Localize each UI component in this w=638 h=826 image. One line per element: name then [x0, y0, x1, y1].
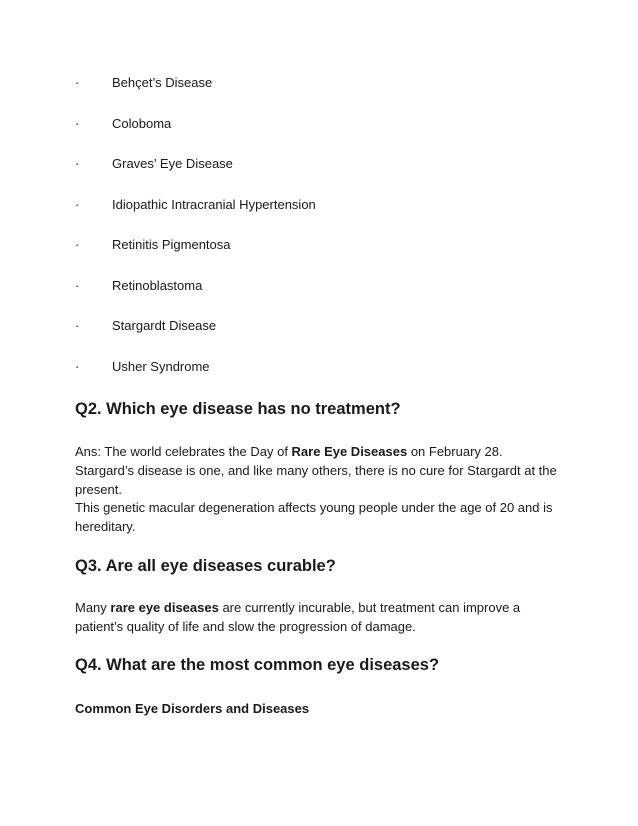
bullet-icon: ·: [75, 318, 80, 333]
list-item-text: Retinitis Pigmentosa: [112, 237, 231, 252]
list-item-text: Retinoblastoma: [112, 278, 203, 293]
rare-eye-diseases-bold: Rare Eye Diseases: [291, 444, 408, 459]
q2-answer-paragraph: [75, 442, 565, 499]
q2-detail-paragraph: This genetic macular degeneration affects young people under the age of 20 and is hereditary.: [75, 500, 553, 534]
list-item-text: Behçet’s Disease: [112, 75, 213, 90]
list-item-text: Idiopathic Intracranial Hypertension: [112, 197, 316, 212]
q2-answer-text-a: Ans: The world celebrates the Day of: [75, 444, 292, 459]
q2-answer-text-b: on February 28. Stargard’s disease is one, and like many others, there is no cure for Stargardt at the present.: [75, 444, 557, 497]
q2-heading: Q2. Which eye disease has no treatment?: [75, 400, 401, 418]
list-item-text: Stargardt Disease: [112, 318, 217, 333]
q3-answer-text-a: Many: [75, 600, 111, 615]
q3-answer-text-b: are currently incurable, but treatment can improve a patient’s quality of life and slow the progression of damage.: [75, 600, 521, 634]
list-item: [0, 357, 638, 377]
list-item: [0, 276, 638, 296]
bullet-icon: ·: [75, 237, 80, 252]
bullet-icon: ·: [75, 359, 80, 374]
q3-heading: Q3. Are all eye diseases curable?: [75, 557, 336, 575]
list-item: [0, 316, 638, 336]
rare-eye-diseases-bold: rare eye diseases: [110, 600, 219, 615]
list-item: [0, 154, 638, 174]
list-item-text: Usher Syndrome: [112, 359, 210, 374]
list-item: [0, 114, 638, 134]
common-eye-disorders-subheading: Common Eye Disorders and Diseases: [75, 701, 310, 716]
list-item: [0, 235, 638, 255]
q4-heading: Q4. What are the most common eye diseases?: [75, 656, 440, 674]
list-item: [0, 195, 638, 215]
list-item-text: Coloboma: [112, 116, 172, 131]
bullet-icon: ·: [75, 278, 80, 293]
list-item: [0, 73, 638, 93]
bullet-icon: ·: [75, 116, 80, 131]
q3-answer-paragraph: [75, 598, 565, 636]
bullet-icon: ·: [75, 197, 80, 212]
bullet-icon: ·: [75, 75, 80, 90]
list-item-text: Graves’ Eye Disease: [112, 156, 233, 171]
bullet-icon: ·: [75, 156, 80, 171]
